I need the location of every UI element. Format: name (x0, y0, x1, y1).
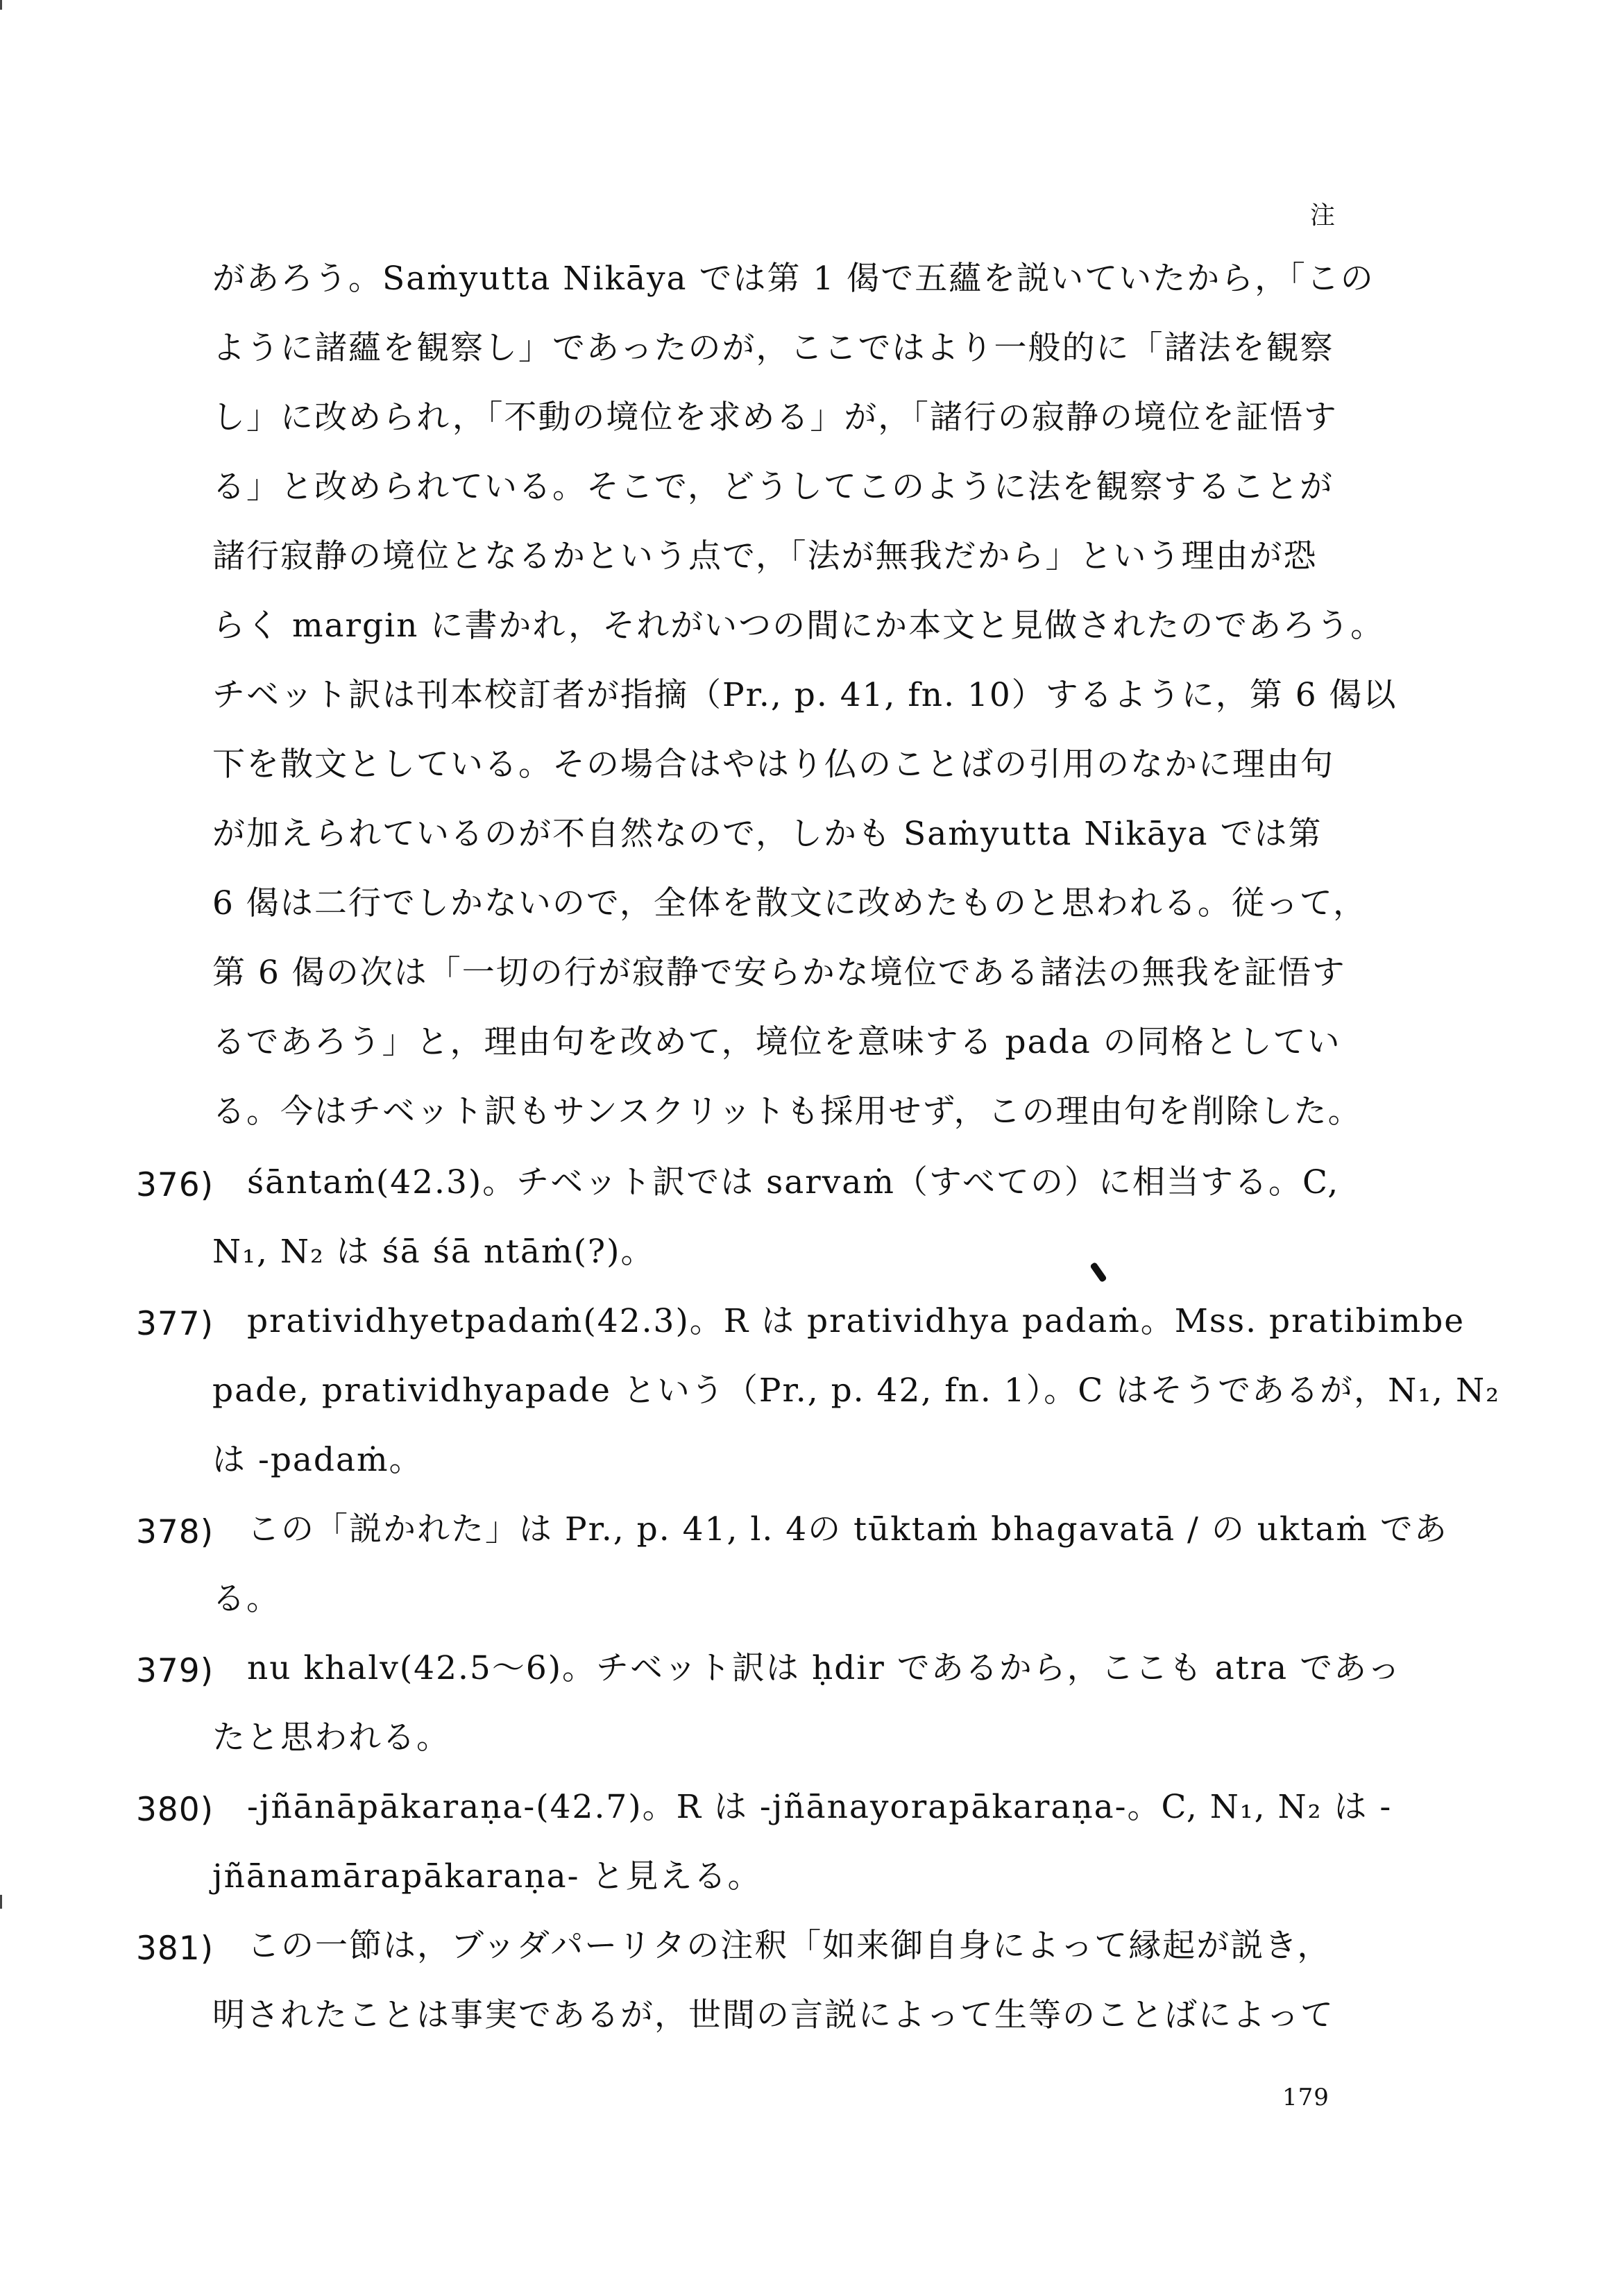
note-line: たと思われる。 (212, 1719, 450, 1757)
note-number: 381) (136, 1930, 214, 1968)
note-line: 明されたことは事実であるが，世間の言説によって生等のことばによって (212, 1996, 1334, 2034)
scan-edge-mark (0, 0, 2, 10)
note-number: 378) (136, 1513, 214, 1551)
note-number: 380) (136, 1791, 214, 1829)
note-line: この一節は，ブッダパーリタの注釈「如来御自身によって縁起が説き， (247, 1927, 1332, 1965)
page-number: 179 (1282, 2084, 1329, 2111)
note-line: śāntaṁ(42.3)。チベット訳では sarvaṁ（すべての）に相当する。C, (247, 1163, 1340, 1201)
note-number: 377) (136, 1305, 214, 1343)
note-line: jñānamārapākaraṇa- と見える。 (212, 1857, 762, 1896)
note-line: pade, pratividhyapade という（Pr., p. 42, fn. 1）。C はそうであるが，N₁, N₂ (212, 1371, 1500, 1410)
stray-ink-mark (1089, 1262, 1107, 1283)
note-line: -jñānāpākaraṇa-(42.7)。R は -jñānayorapākaraṇa-。C, N₁, N₂ は - (247, 1788, 1393, 1826)
text-line: ように諸蘊を観察し」であったのが，ここではより一般的に「諸法を観察 (212, 329, 1334, 367)
note-line: る。 (212, 1580, 280, 1618)
note-line: N₁, N₂ は śā śā ntāṁ(?)。 (212, 1233, 655, 1271)
note-line: は -padaṁ。 (212, 1441, 423, 1479)
note-line: この「説かれた」は Pr., p. 41, l. 4の tūktaṁ bhagavatā / の uktaṁ であ (247, 1510, 1448, 1548)
note-number: 376) (136, 1166, 214, 1204)
text-line: が加えられているのが不自然なので，しかも Saṁyutta Nikāya では第 (212, 815, 1323, 853)
running-header: 注 (1310, 201, 1337, 230)
text-line: 6 偈は二行でしかないので，全体を散文に改めたものと思われる。従って， (212, 884, 1367, 922)
note-line: pratividhyetpadaṁ(42.3)。R は pratividhya padaṁ。Mss. pratibimbe (247, 1302, 1465, 1340)
scan-edge-mark (0, 1895, 2, 1909)
text-line: らく margin に書かれ，それがいつの間にか本文と見做されたのであろう。 (212, 607, 1385, 645)
text-line: る。今はチベット訳もサンスクリットも採用せず，この理由句を削除した。 (212, 1092, 1362, 1131)
text-line: 第 6 偈の次は「一切の行が寂静で安らかな境位である諸法の無我を証悟す (212, 954, 1346, 992)
text-line: があろう。Saṁyutta Nikāya では第 1 偈で五蘊を説いていたから，「この (212, 260, 1375, 298)
text-line: 諸行寂静の境位となるかという点で，「法が無我だから」という理由が恐 (212, 537, 1318, 575)
note-line: nu khalv(42.5〜6)。チベット訳は ḥdir であるから，ここも atra であっ (247, 1649, 1402, 1687)
text-line: 下を散文としている。その場合はやはり仏のことばの引用のなかに理由句 (212, 745, 1334, 784)
text-line: る」と改められている。そこで，どうしてこのように法を観察することが (212, 468, 1334, 506)
text-line: るであろう」と，理由句を改めて，境位を意味する pada の同格としてい (212, 1023, 1341, 1061)
text-line: チベット訳は刊本校訂者が指摘（Pr., p. 41, fn. 10）するように，第 6 偈以 (212, 676, 1397, 714)
text-line: し」に改められ，「不動の境位を求める」が，「諸行の寂静の境位を証悟す (212, 398, 1338, 437)
note-number: 379) (136, 1652, 214, 1690)
